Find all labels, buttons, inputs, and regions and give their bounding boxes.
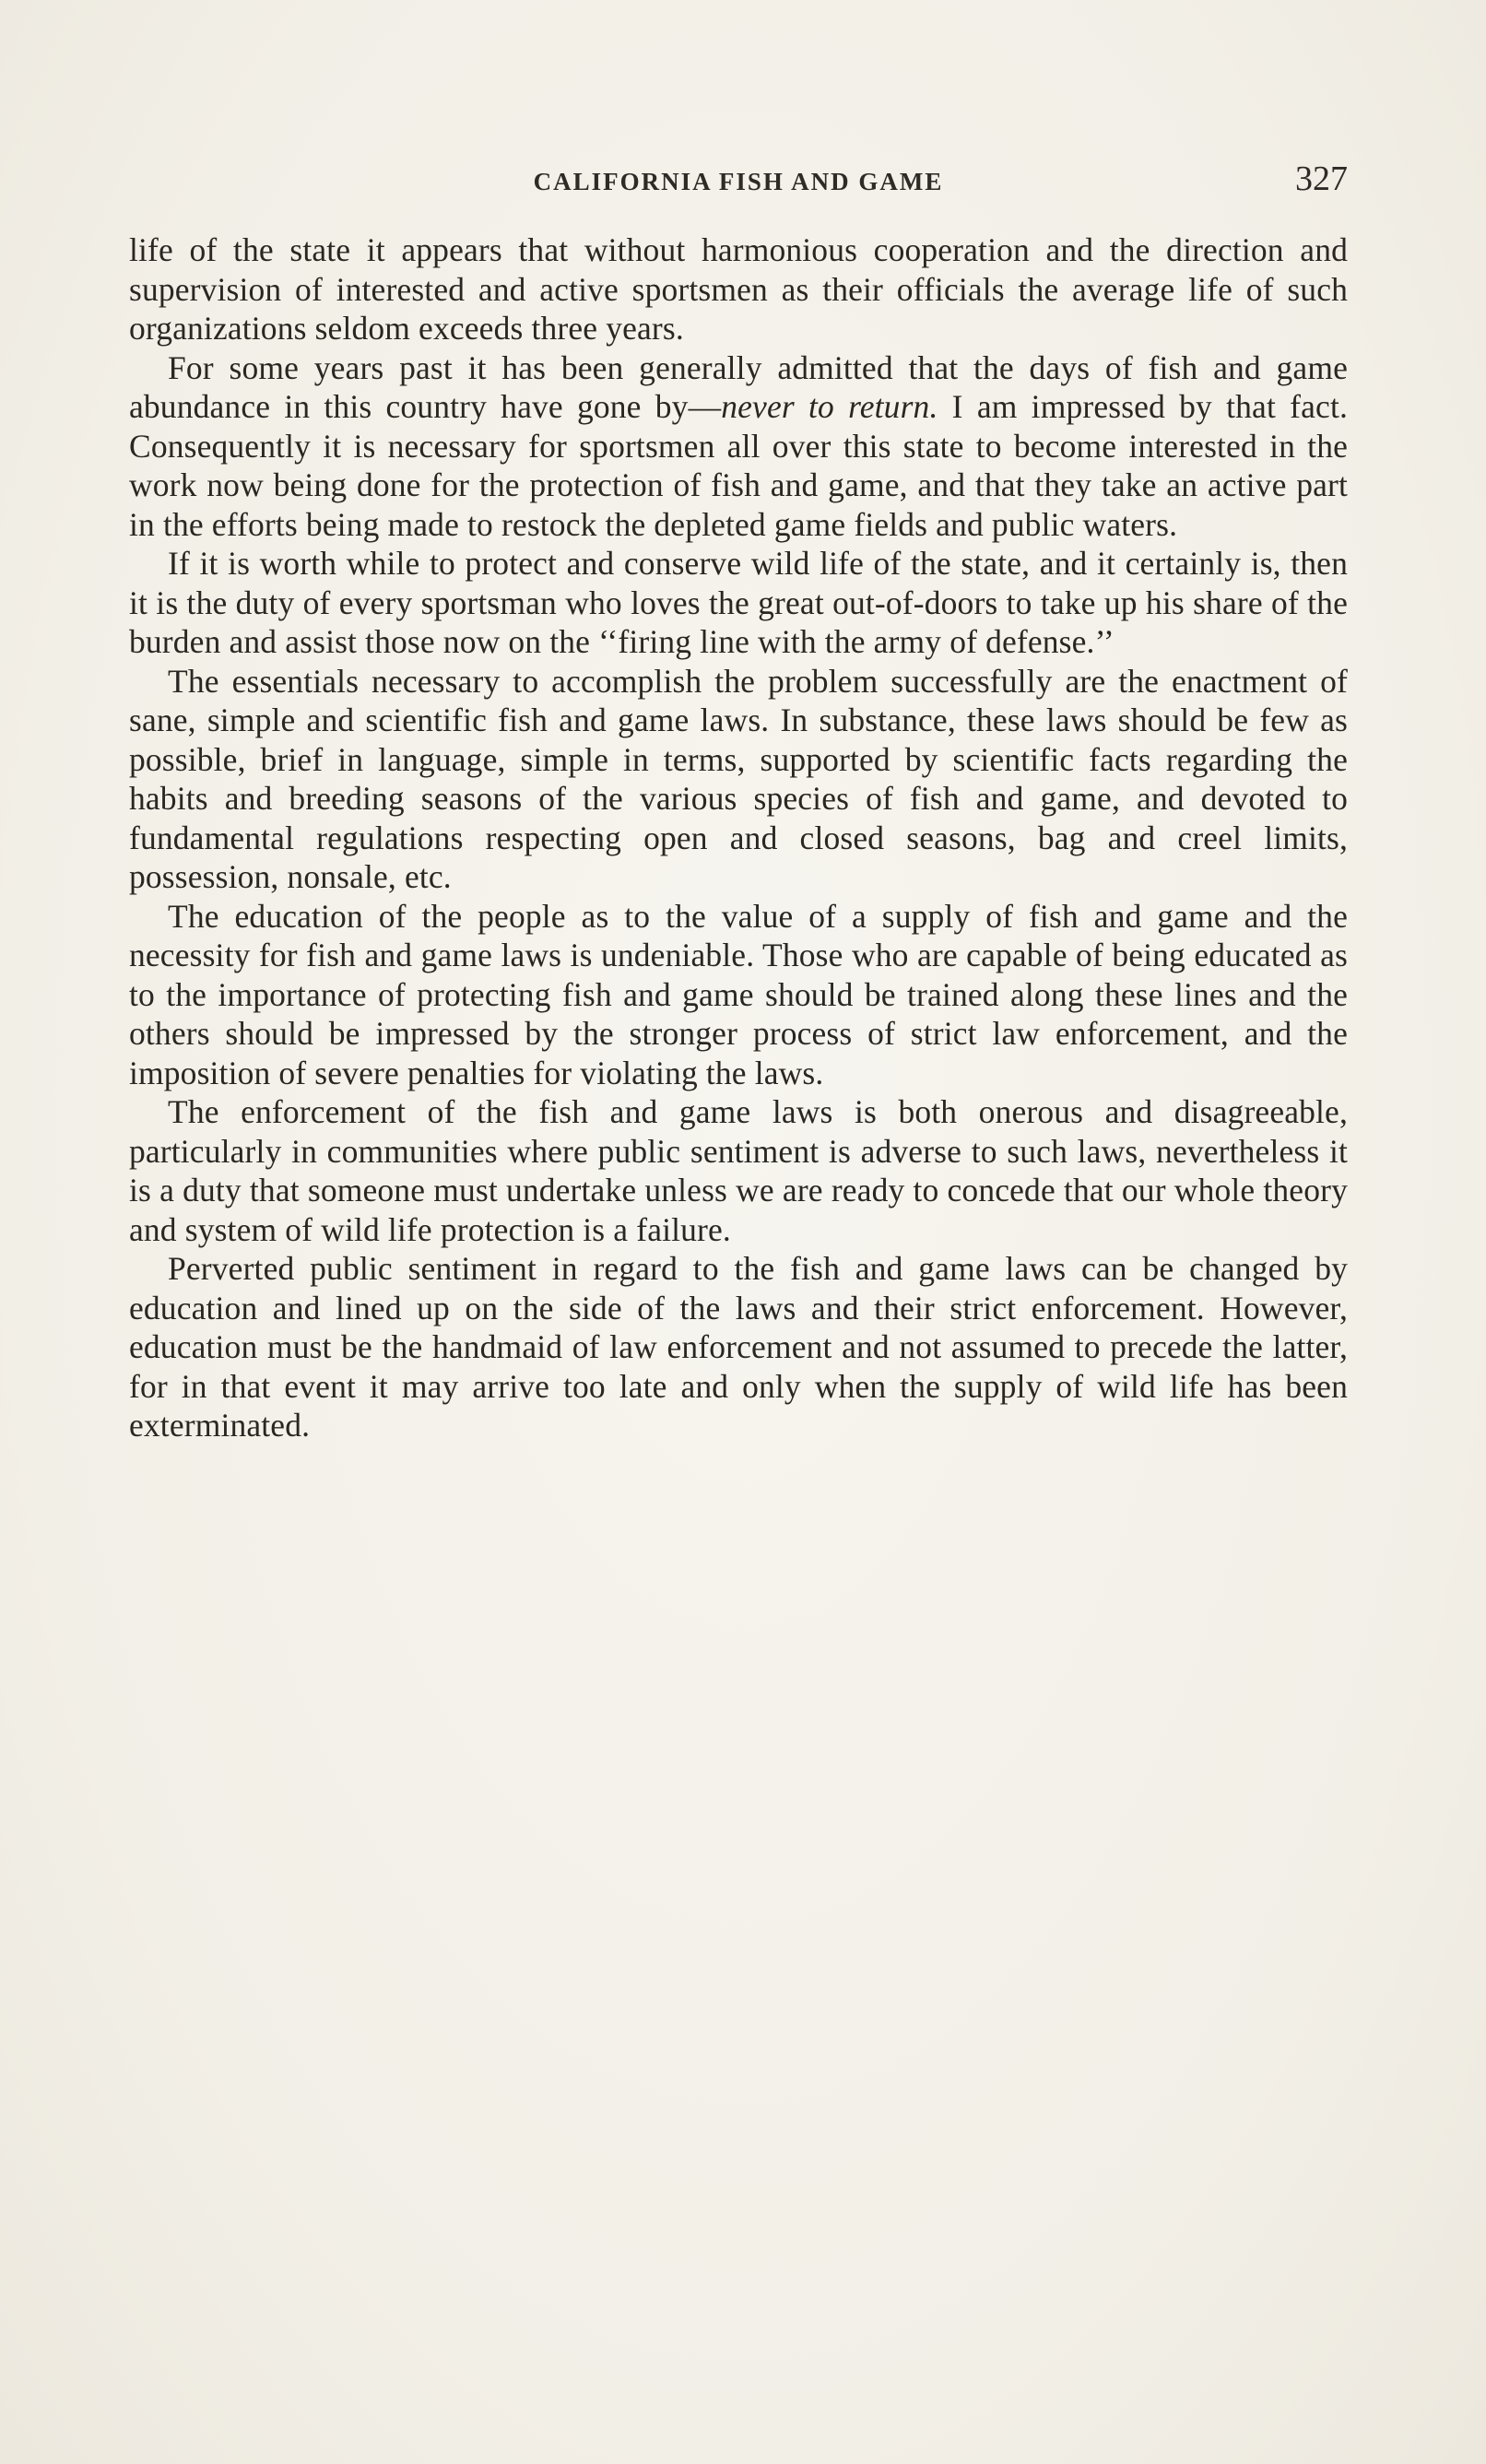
paragraph [129,897,1348,1093]
paragraph-text: life of the state it appears that without harmonious cooperation and the direction and supervision of interested and active sportsmen as their officials the average life of such organizations seldom exceeds three years. [129,231,1348,347]
paragraph [129,1092,1348,1249]
paragraph [129,662,1348,897]
paragraph [129,348,1348,545]
journal-title: CALIFORNIA FISH AND GAME [533,168,944,195]
paragraph-text: Perverted public sentiment in regard to the fish and game laws can be changed by education and lined up on the side of the laws and their strict enforcement. However, education must be the handmaid of law enforcement and not assumed to precede the latter, for in that event it may arrive too late and only when the supply of wild life has been exterminated. [129,1250,1348,1444]
paragraph-text: The essentials necessary to accomplish the problem successfully are the enactment of sane, simple and scientific fish and game laws. In substance, these laws should be few as possible, brief in language, simple in terms, supported by scientific facts regarding the habits and breeding seasons of the various species of fish and game, and devoted to fundamental regulations respecting open and closed seasons, bag and creel limits, possession, nonsale, etc. [129,662,1348,895]
body-text [129,230,1348,1445]
paragraph-continued [129,230,1348,348]
running-head [129,159,1348,205]
paragraph-text: The enforcement of the fish and game laws is both onerous and disagreeable, particularly in communities where public sentiment is adverse to such laws, nevertheless it is a duty that someone must undertake unless we are ready to concede that our whole theory and system of wild life protection is a failure. [129,1093,1348,1248]
paragraph-text: The education of the people as to the value of a supply of fish and game and the necessity for fish and game laws is undeniable. Those who are capable of being educated as to the importance of protecting fish and game should be trained along these lines and the others should be impressed by the stronger process of strict law enforcement, and the imposition of severe penalties for violating the laws. [129,897,1348,1091]
paragraph [129,1249,1348,1445]
emphasis-text: never to return. [721,388,938,425]
page-number: 327 [1295,159,1348,198]
paragraph-text: I am impressed by that fact. Consequently it is necessary for sportsmen all over this state to become interested in the work now being done for the protection of fish and game, and that they take an active part in the efforts being made to restock the depleted game fields and public waters. [129,388,1348,543]
paragraph-text: If it is worth while to protect and conserve wild life of the state, and it certainly is, then it is the duty of every sportsman who loves the great out-of-doors to take up his share of the burden and assist those now on the ‘‘firing line with the army of defense.’’ [129,545,1348,660]
paragraph-text: For some years past it has been generally admitted that the days of fish and game abundance in this country have gone by— [129,348,1348,425]
paragraph [129,544,1348,662]
